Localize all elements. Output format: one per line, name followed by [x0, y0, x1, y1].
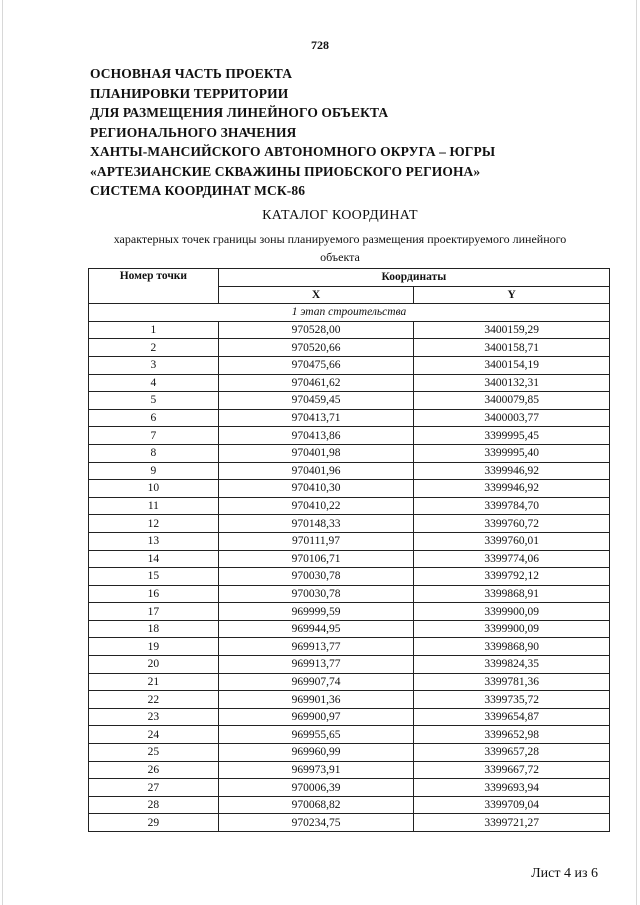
y-coordinate-cell: 3399824,35 [414, 656, 610, 674]
table-row [89, 497, 610, 515]
heading-line: «АРТЕЗИАНСКИЕ СКВАЖИНЫ ПРИОБСКОГО РЕГИОНА» [90, 163, 481, 179]
table-row [89, 321, 610, 339]
y-coordinate-cell: 3399868,91 [414, 585, 610, 603]
scan-edge-right [636, 0, 637, 905]
table-row [89, 374, 610, 392]
table-row [89, 515, 610, 533]
x-coordinate-cell: 970475,66 [218, 356, 414, 374]
point-number-cell: 9 [89, 462, 219, 480]
table-row [89, 638, 610, 656]
point-number-cell: 13 [89, 532, 219, 550]
x-coordinate-cell: 970459,45 [218, 392, 414, 410]
heading-line: ОСНОВНАЯ ЧАСТЬ ПРОЕКТА [90, 66, 293, 81]
y-coordinate-cell: 3399995,45 [414, 427, 610, 445]
point-number-cell: 6 [89, 409, 219, 427]
x-coordinate-cell: 970528,00 [218, 321, 414, 339]
x-coordinate-cell: 970461,62 [218, 374, 414, 392]
y-coordinate-cell: 3399652,98 [414, 726, 610, 744]
heading-line: ПЛАНИРОВКИ ТЕРРИТОРИИ [90, 85, 289, 101]
catalog-subtitle-line-1: характерных точек границы зоны планируемого размещения проектируемого линейного [113, 232, 567, 246]
x-coordinate-cell: 969973,91 [218, 761, 414, 779]
y-coordinate-cell: 3399693,94 [414, 779, 610, 797]
x-coordinate-cell: 969913,77 [218, 638, 414, 656]
table-row [89, 744, 610, 762]
table-row [89, 691, 610, 709]
x-coordinate-cell: 970030,78 [218, 568, 414, 586]
y-coordinate-cell: 3400158,71 [414, 339, 610, 357]
x-coordinate-cell: 969900,97 [218, 708, 414, 726]
y-coordinate-cell: 3399792,12 [414, 568, 610, 586]
x-coordinate-cell: 970068,82 [218, 796, 414, 814]
catalog-title: КАТАЛОГ КООРДИНАТ [262, 208, 418, 223]
table-row [89, 708, 610, 726]
point-number-cell: 17 [89, 603, 219, 621]
table-row [89, 656, 610, 674]
point-number-cell: 23 [89, 708, 219, 726]
point-number-cell: 22 [89, 691, 219, 709]
y-coordinate-cell: 3399654,87 [414, 708, 610, 726]
y-coordinate-cell: 3399760,01 [414, 532, 610, 550]
table-row [89, 585, 610, 603]
point-number-cell: 14 [89, 550, 219, 568]
point-number-cell: 7 [89, 427, 219, 445]
table-row [89, 550, 610, 568]
table-row [89, 392, 610, 410]
point-number-cell: 26 [89, 761, 219, 779]
x-coordinate-cell: 969944,95 [218, 620, 414, 638]
point-number-cell: 8 [89, 444, 219, 462]
heading-line: СИСТЕМА КООРДИНАТ МСК-86 [90, 183, 306, 198]
x-coordinate-cell: 969901,36 [218, 691, 414, 709]
point-number-cell: 12 [89, 515, 219, 533]
x-coordinate-cell: 970106,71 [218, 550, 414, 568]
point-number-cell: 15 [89, 568, 219, 586]
heading-line: РЕГИОНАЛЬНОГО ЗНАЧЕНИЯ [90, 124, 297, 140]
x-coordinate-cell: 970030,78 [218, 585, 414, 603]
page-number: 728 [311, 38, 329, 52]
x-coordinate-cell: 970410,30 [218, 480, 414, 498]
table-row [89, 814, 610, 832]
y-coordinate-cell: 3400003,77 [414, 409, 610, 427]
y-coordinate-cell: 3399709,04 [414, 796, 610, 814]
x-coordinate-cell: 970111,97 [218, 532, 414, 550]
y-coordinate-cell: 3399760,72 [414, 515, 610, 533]
header-point-number: Номер точки [89, 269, 219, 304]
x-coordinate-cell: 970413,71 [218, 409, 414, 427]
point-number-cell: 4 [89, 374, 219, 392]
scan-edge-left [2, 0, 3, 905]
table-row [89, 603, 610, 621]
y-coordinate-cell: 3399995,40 [414, 444, 610, 462]
y-coordinate-cell: 3400154,19 [414, 356, 610, 374]
point-number-cell: 21 [89, 673, 219, 691]
point-number-cell: 25 [89, 744, 219, 762]
x-coordinate-cell: 970006,39 [218, 779, 414, 797]
table-row [89, 796, 610, 814]
x-coordinate-cell: 969913,77 [218, 656, 414, 674]
table-row [89, 462, 610, 480]
point-number-cell: 11 [89, 497, 219, 515]
y-coordinate-cell: 3399774,06 [414, 550, 610, 568]
y-coordinate-cell: 3399721,27 [414, 814, 610, 832]
y-coordinate-cell: 3399781,36 [414, 673, 610, 691]
y-coordinate-cell: 3400159,29 [414, 321, 610, 339]
table-row [89, 568, 610, 586]
table-row [89, 532, 610, 550]
table-row [89, 726, 610, 744]
header-coordinates: Координаты [218, 269, 609, 287]
table-row [89, 480, 610, 498]
header-y: Y [414, 286, 610, 304]
y-coordinate-cell: 3399735,72 [414, 691, 610, 709]
x-coordinate-cell: 970401,98 [218, 444, 414, 462]
x-coordinate-cell: 970401,96 [218, 462, 414, 480]
y-coordinate-cell: 3400132,31 [414, 374, 610, 392]
y-coordinate-cell: 3399784,70 [414, 497, 610, 515]
x-coordinate-cell: 969999,59 [218, 603, 414, 621]
table-row [89, 409, 610, 427]
point-number-cell: 10 [89, 480, 219, 498]
point-number-cell: 19 [89, 638, 219, 656]
x-coordinate-cell: 970520,66 [218, 339, 414, 357]
catalog-subtitle [60, 230, 620, 266]
x-coordinate-cell: 970148,33 [218, 515, 414, 533]
table-row [89, 673, 610, 691]
x-coordinate-cell: 969960,99 [218, 744, 414, 762]
y-coordinate-cell: 3399900,09 [414, 620, 610, 638]
x-coordinate-cell: 970234,75 [218, 814, 414, 832]
y-coordinate-cell: 3399946,92 [414, 462, 610, 480]
point-number-cell: 20 [89, 656, 219, 674]
document-heading [90, 64, 610, 201]
point-number-cell: 1 [89, 321, 219, 339]
x-coordinate-cell: 970413,86 [218, 427, 414, 445]
point-number-cell: 16 [89, 585, 219, 603]
point-number-cell: 28 [89, 796, 219, 814]
table-row [89, 356, 610, 374]
y-coordinate-cell: 3400079,85 [414, 392, 610, 410]
point-number-cell: 3 [89, 356, 219, 374]
header-x: X [218, 286, 414, 304]
point-number-cell: 29 [89, 814, 219, 832]
table-row [89, 779, 610, 797]
y-coordinate-cell: 3399946,92 [414, 480, 610, 498]
point-number-cell: 18 [89, 620, 219, 638]
x-coordinate-cell: 969955,65 [218, 726, 414, 744]
table-row [89, 427, 610, 445]
x-coordinate-cell: 969907,74 [218, 673, 414, 691]
y-coordinate-cell: 3399657,28 [414, 744, 610, 762]
coordinates-table [88, 268, 610, 832]
stage-label: 1 этап строительства [89, 304, 610, 322]
catalog-subtitle-line-2: объекта [320, 250, 360, 264]
point-number-cell: 2 [89, 339, 219, 357]
sheet-footer: Лист 4 из 6 [531, 866, 598, 881]
table-row [89, 339, 610, 357]
point-number-cell: 5 [89, 392, 219, 410]
y-coordinate-cell: 3399900,09 [414, 603, 610, 621]
table-row [89, 761, 610, 779]
heading-line: ХАНТЫ-МАНСИЙСКОГО АВТОНОМНОГО ОКРУГА – ЮГРЫ [90, 144, 496, 159]
y-coordinate-cell: 3399667,72 [414, 761, 610, 779]
y-coordinate-cell: 3399868,90 [414, 638, 610, 656]
heading-line: ДЛЯ РАЗМЕЩЕНИЯ ЛИНЕЙНОГО ОБЪЕКТА [90, 105, 389, 120]
table-row [89, 444, 610, 462]
table-row [89, 620, 610, 638]
point-number-cell: 27 [89, 779, 219, 797]
point-number-cell: 24 [89, 726, 219, 744]
x-coordinate-cell: 970410,22 [218, 497, 414, 515]
